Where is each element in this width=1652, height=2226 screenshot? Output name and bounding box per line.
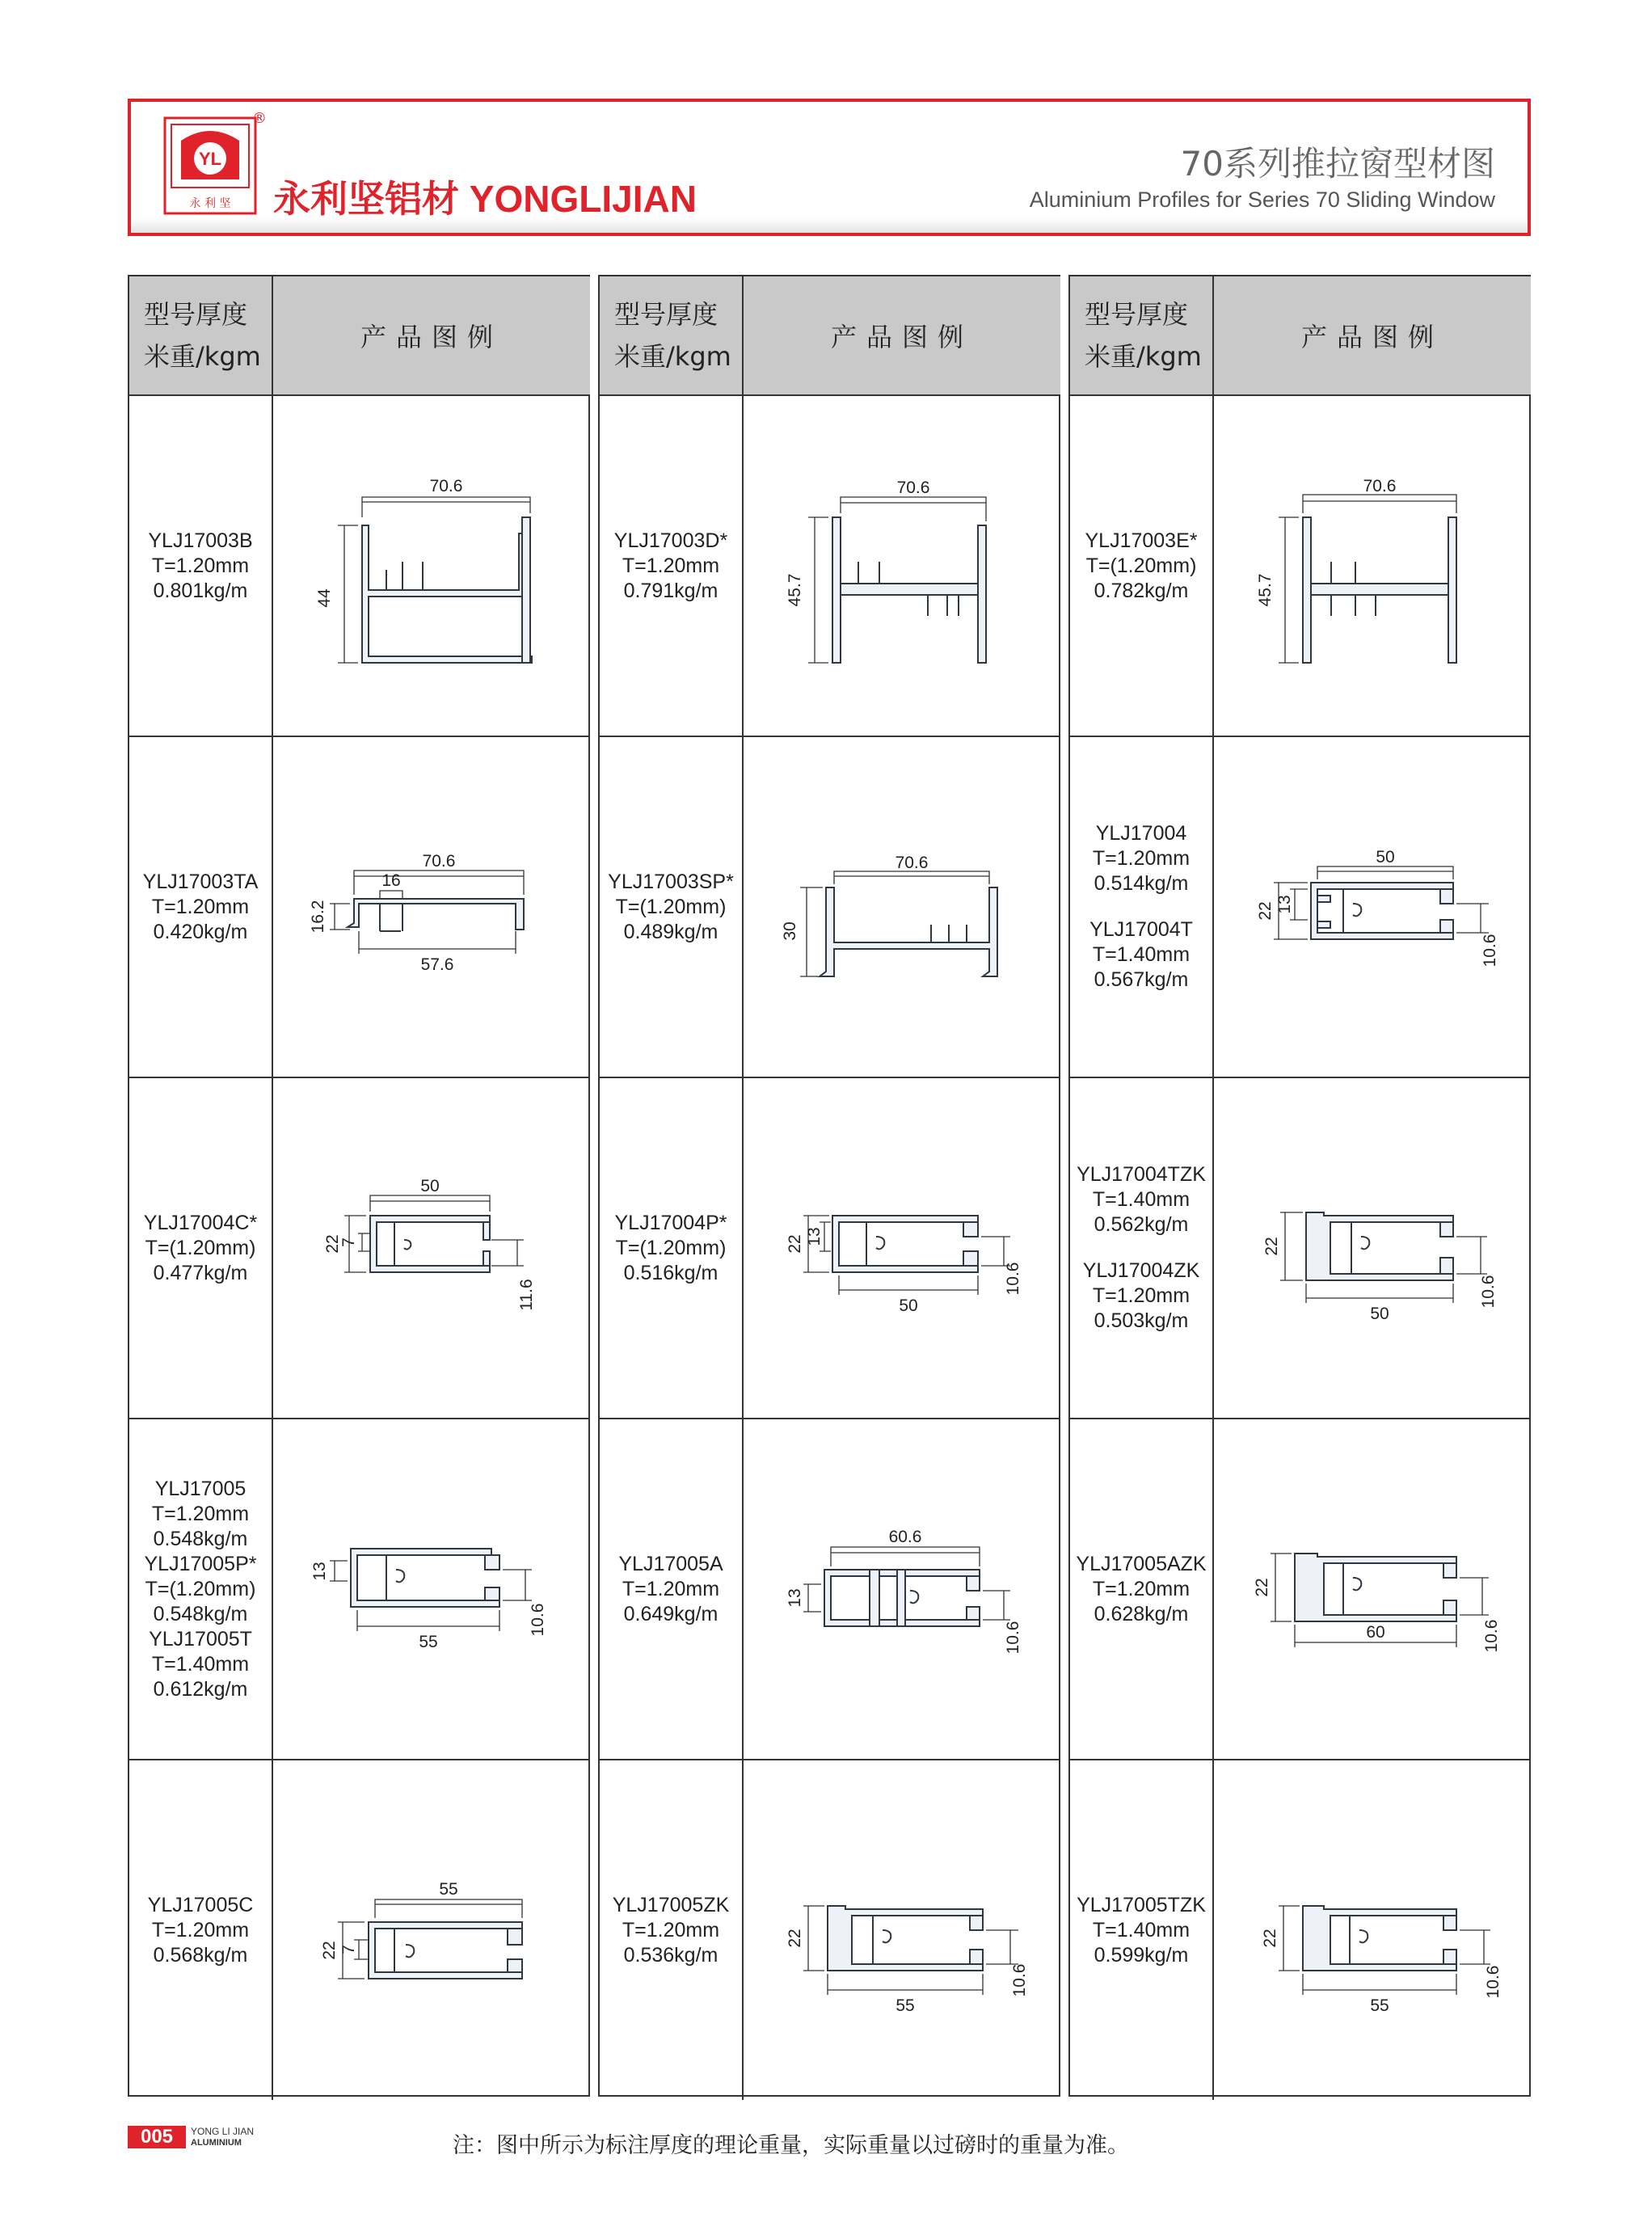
profile-drawing [1214,396,1531,736]
svg-text:60: 60 [1366,1623,1385,1642]
svg-text:10.6: 10.6 [1004,1262,1022,1296]
header-product-diagram: 产品图例 [744,276,1060,396]
svg-text:60.6: 60.6 [888,1528,922,1546]
svg-text:10.6: 10.6 [529,1603,547,1637]
svg-text:55: 55 [896,1996,915,2015]
brand-logo [163,116,257,215]
page-number: 005 [128,2126,186,2148]
model-cell: YLJ17003TA T=1.20mm 0.420kg/m [129,737,273,1078]
svg-text:22: 22 [323,1234,342,1254]
svg-text:7: 7 [339,1237,358,1247]
svg-text:10.6: 10.6 [1481,934,1499,968]
svg-text:11.6: 11.6 [517,1279,536,1311]
profile-diagram-cell [744,737,1060,1078]
profile-drawing [1214,1078,1531,1418]
svg-text:50: 50 [1370,1305,1389,1323]
svg-text:22: 22 [1253,1578,1271,1597]
svg-text:16.2: 16.2 [309,900,327,934]
model-cell: YLJ17004 T=1.20mm 0.514kg/m YLJ17004T T=1.40mm 0.567kg/m [1070,737,1214,1078]
svg-text:50: 50 [899,1296,918,1315]
svg-text:45.7: 45.7 [1256,573,1275,607]
svg-text:13: 13 [786,1588,804,1608]
svg-text:13: 13 [310,1562,329,1581]
profile-diagram-cell [1214,1078,1531,1419]
brand-name: 永利坚铝材 YONGLIJIAN [273,178,697,220]
profile-drawing [744,1760,1060,2100]
model-cell: YLJ17004C* T=(1.20mm) 0.477kg/m [129,1078,273,1419]
profile-diagram-cell [744,1078,1060,1419]
profile-diagram-cell [1214,737,1531,1078]
profile-diagram-cell [744,1419,1060,1760]
profile-drawing [744,1419,1060,1759]
profile-drawing [273,737,590,1077]
model-cell: YLJ17004P* T=(1.20mm) 0.516kg/m [600,1078,744,1419]
svg-text:22: 22 [1262,1237,1281,1256]
svg-text:13: 13 [1275,895,1294,914]
profile-diagram-cell [1214,1419,1531,1760]
model-cell: YLJ17003E* T=(1.20mm) 0.782kg/m [1070,396,1214,737]
svg-text:13: 13 [805,1227,824,1246]
profile-drawing [1214,1760,1531,2100]
profile-drawing [273,1078,590,1418]
svg-text:22: 22 [1261,1929,1279,1948]
profile-drawing [744,1078,1060,1418]
profile-drawing [273,1760,590,2100]
profile-drawing [1214,737,1531,1077]
svg-text:10.6: 10.6 [1479,1275,1498,1309]
profile-diagram-cell [273,1419,590,1760]
svg-text:10.6: 10.6 [1484,1965,1502,1999]
svg-text:55: 55 [439,1880,458,1899]
page-title-en: Aluminium Profiles for Series 70 Sliding Window [1029,188,1495,212]
svg-text:50: 50 [420,1177,440,1195]
svg-text:永 利 坚: 永 利 坚 [189,197,231,210]
model-cell: YLJ17005AZK T=1.20mm 0.628kg/m [1070,1419,1214,1760]
page-title-cn: 70系列推拉窗型材图 [1180,144,1495,183]
profile-drawing [744,396,1060,736]
model-cell: YLJ17005 T=1.20mm 0.548kg/m YLJ17005P* T=(1.20mm) 0.548kg/m YLJ17005T T=1.40mm 0.612kg/m [129,1419,273,1760]
model-cell: YLJ17005ZK T=1.20mm 0.536kg/m [600,1760,744,2100]
profile-table-1 [128,275,590,2097]
profile-drawing [273,396,590,736]
svg-text:22: 22 [1256,901,1275,921]
page-header [128,99,1531,236]
profile-diagram-cell [273,1078,590,1419]
svg-text:10.6: 10.6 [1482,1619,1501,1653]
svg-text:70.6: 70.6 [895,854,929,872]
registered-mark: ® [252,110,267,127]
model-cell: YLJ17003B T=1.20mm 0.801kg/m [129,396,273,737]
profile-drawing [273,1419,590,1759]
header-product-diagram: 产品图例 [1214,276,1531,396]
svg-text:45.7: 45.7 [786,573,804,607]
svg-text:10.6: 10.6 [1010,1963,1029,1997]
model-cell: YLJ17005TZK T=1.40mm 0.599kg/m [1070,1760,1214,2100]
svg-text:57.6: 57.6 [420,955,454,974]
footer-note: 注：图中所示为标注厚度的理论重量，实际重量以过磅时的重量为准。 [453,2133,1129,2158]
profile-diagram-cell [273,396,590,737]
svg-text:7: 7 [339,1945,358,1954]
svg-text:55: 55 [419,1633,438,1651]
header-model-spec: 型号厚度 米重/kgm [600,276,744,396]
profile-diagram-cell [273,1760,590,2100]
footer-brand: YONG LI JIAN ALUMINIUM [191,2126,255,2148]
svg-text:70.6: 70.6 [422,852,456,871]
svg-text:30: 30 [781,921,799,941]
profile-drawing [1214,1419,1531,1759]
profile-diagram-cell [1214,396,1531,737]
header-model-spec: 型号厚度 米重/kgm [1070,276,1214,396]
model-cell: YLJ17005A T=1.20mm 0.649kg/m [600,1419,744,1760]
profile-diagram-cell [744,1760,1060,2100]
profile-diagram-cell [744,396,1060,737]
svg-text:44: 44 [315,588,334,608]
model-cell: YLJ17004TZK T=1.40mm 0.562kg/m YLJ17004ZK T=1.20mm 0.503kg/m [1070,1078,1214,1419]
svg-text:22: 22 [320,1941,339,1960]
profile-diagram-cell [273,737,590,1078]
svg-text:70.6: 70.6 [429,477,463,495]
model-cell: YLJ17003D* T=1.20mm 0.791kg/m [600,396,744,737]
svg-text:50: 50 [1376,848,1395,866]
profile-table-2 [598,275,1060,2097]
header-model-spec: 型号厚度 米重/kgm [129,276,273,396]
model-cell: YLJ17005C T=1.20mm 0.568kg/m [129,1760,273,2100]
svg-text:22: 22 [786,1929,804,1948]
header-product-diagram: 产品图例 [273,276,590,396]
svg-text:10.6: 10.6 [1004,1621,1022,1655]
profile-diagram-cell [1214,1760,1531,2100]
svg-text:16: 16 [381,871,401,890]
svg-text:70.6: 70.6 [896,479,930,497]
svg-text:22: 22 [786,1234,804,1254]
svg-text:YL: YL [198,149,222,169]
svg-text:70.6: 70.6 [1363,477,1397,495]
profile-table-3 [1068,275,1531,2097]
profile-drawing [744,737,1060,1077]
svg-text:55: 55 [1370,1996,1389,2015]
model-cell: YLJ17003SP* T=(1.20mm) 0.489kg/m [600,737,744,1078]
